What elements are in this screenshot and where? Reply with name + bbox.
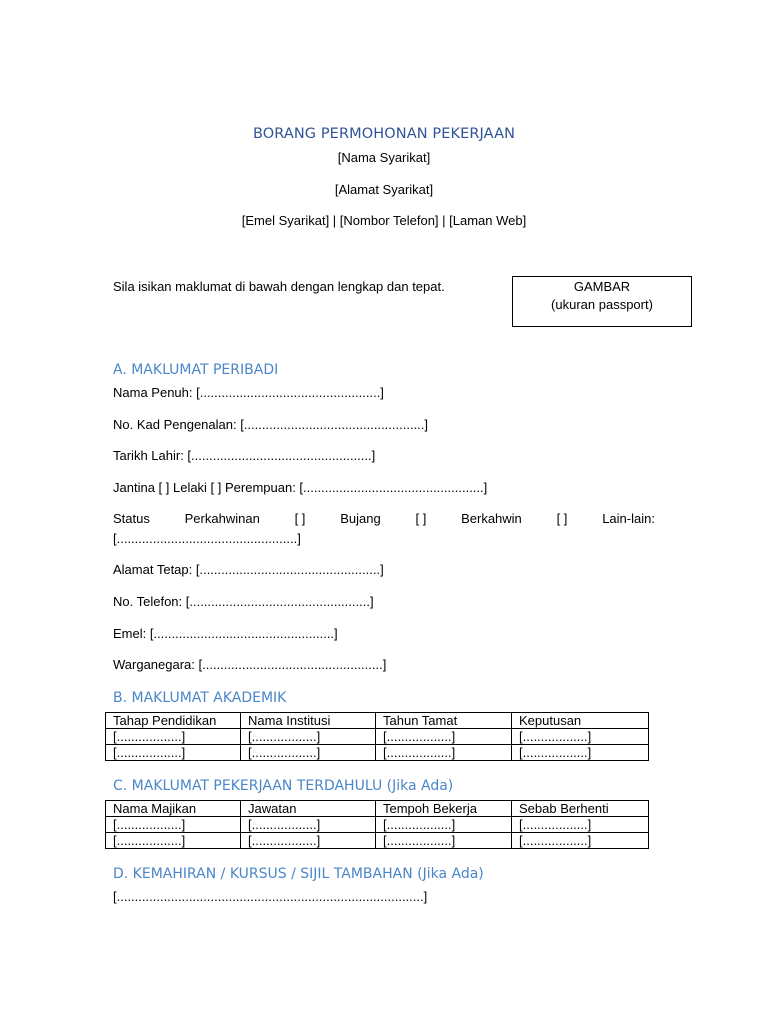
other-checkbox[interactable]: [ ] — [556, 511, 568, 526]
married-label: Berkahwin — [461, 511, 522, 526]
email-field[interactable]: Emel: [..................................................] — [113, 626, 338, 641]
table-row — [106, 729, 649, 745]
company-address: [Alamat Syarikat] — [334, 182, 434, 197]
table-header-cell: Nama Majikan — [106, 801, 241, 817]
section-c-title: C. MAKLUMAT PEKERJAAN TERDAHULU (Jika Ada) — [113, 778, 454, 794]
table-header-row — [106, 801, 649, 817]
gender-field[interactable]: Jantina [ ] Lelaki [ ] Perempuan: [..................................................] — [113, 480, 488, 495]
section-d-title: D. KEMAHIRAN / KURSUS / SIJIL TAMBAHAN (Jika Ada) — [113, 866, 484, 882]
table-cell[interactable]: [..................] — [106, 729, 241, 745]
table-row — [106, 745, 649, 761]
academic-table — [105, 712, 649, 761]
table-cell[interactable]: [..................] — [241, 745, 376, 761]
table-cell[interactable]: [..................] — [106, 817, 241, 833]
marital-status-label: Perkahwinan — [184, 511, 260, 526]
company-contact: [Emel Syarikat] | [Nombor Telefon] | [Laman Web] — [241, 213, 527, 228]
single-checkbox[interactable]: [ ] — [294, 511, 306, 526]
table-row — [106, 833, 649, 849]
table-cell[interactable]: [..................] — [376, 745, 512, 761]
intro-text: Sila isikan maklumat di bawah dengan lengkap dan tepat. — [113, 279, 445, 294]
table-cell[interactable]: [..................] — [241, 833, 376, 849]
other-label: Lain-lain: — [602, 511, 655, 526]
full-name-field[interactable]: Nama Penuh: [..................................................] — [113, 385, 384, 400]
table-cell[interactable]: [..................] — [241, 729, 376, 745]
married-checkbox[interactable]: [ ] — [415, 511, 427, 526]
table-cell[interactable]: [..................] — [512, 833, 649, 849]
table-cell[interactable]: [..................] — [512, 745, 649, 761]
marital-status-line — [113, 511, 655, 526]
table-cell[interactable]: [..................] — [241, 817, 376, 833]
marital-status-word: Status — [113, 511, 150, 526]
form-title: BORANG PERMOHONAN PEKERJAAN — [252, 126, 516, 142]
phone-field[interactable]: No. Telefon: [..................................................] — [113, 594, 374, 609]
ic-number-field[interactable]: No. Kad Pengenalan: [..................................................] — [113, 417, 429, 432]
table-header-cell: Tahap Pendidikan — [106, 713, 241, 729]
photo-box-label: GAMBAR — [573, 279, 631, 294]
table-header-cell: Nama Institusi — [241, 713, 376, 729]
table-header-cell: Sebab Berhenti — [512, 801, 649, 817]
section-a-title: A. MAKLUMAT PERIBADI — [113, 362, 279, 378]
table-cell[interactable]: [..................] — [376, 729, 512, 745]
table-cell[interactable]: [..................] — [512, 817, 649, 833]
table-cell[interactable]: [..................] — [376, 833, 512, 849]
table-header-cell: Tempoh Bekerja — [376, 801, 512, 817]
citizenship-field[interactable]: Warganegara: [..................................................] — [113, 657, 387, 672]
table-header-cell: Tahun Tamat — [376, 713, 512, 729]
table-header-cell: Jawatan — [241, 801, 376, 817]
date-of-birth-field[interactable]: Tarikh Lahir: [..................................................] — [113, 448, 376, 463]
section-b-title: B. MAKLUMAT AKADEMIK — [113, 690, 287, 706]
table-header-cell: Keputusan — [512, 713, 649, 729]
employment-table — [105, 800, 649, 849]
table-cell[interactable]: [..................] — [106, 745, 241, 761]
table-row — [106, 817, 649, 833]
company-name: [Nama Syarikat] — [337, 150, 431, 165]
table-cell[interactable]: [..................] — [512, 729, 649, 745]
photo-box — [512, 276, 692, 327]
table-header-row — [106, 713, 649, 729]
marital-other-field[interactable]: [..................................................] — [113, 531, 301, 546]
address-field[interactable]: Alamat Tetap: [..................................................] — [113, 562, 384, 577]
photo-box-size: (ukuran passport) — [551, 297, 653, 312]
skills-field[interactable]: [.....................................................................................] — [113, 889, 428, 904]
table-cell[interactable]: [..................] — [376, 817, 512, 833]
single-label: Bujang — [340, 511, 381, 526]
table-cell[interactable]: [..................] — [106, 833, 241, 849]
